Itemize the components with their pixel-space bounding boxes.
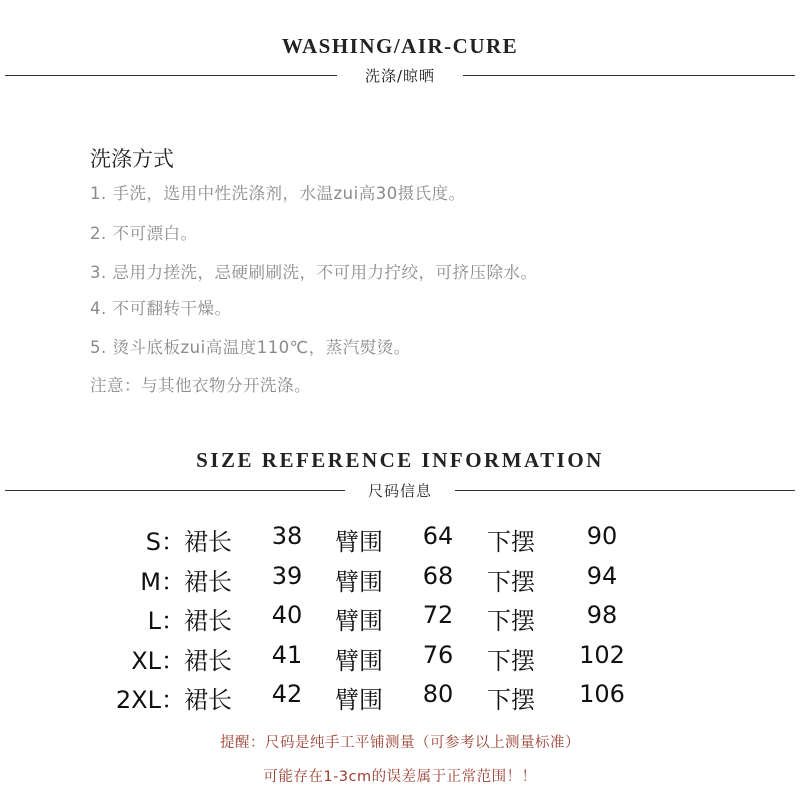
size-cell-label: S： <box>145 528 185 556</box>
size-cell-arm: 80 <box>422 680 454 708</box>
washing-title: WASHING/AIR-CURE <box>281 34 519 58</box>
size-cell-arm-name: 臂围 <box>335 647 383 675</box>
size-cell-arm: 68 <box>422 562 454 590</box>
size-cell-length: 39 <box>271 562 303 590</box>
washing-item-2: 2. 不可漂白。 <box>90 224 198 243</box>
size-cell-length-name: 裙长 <box>184 647 232 675</box>
washing-subtitle: 洗涤/晾晒 <box>364 67 436 85</box>
washing-method-heading: 洗涤方式 <box>90 147 174 171</box>
size-row <box>0 601 800 635</box>
size-cell-label: XL： <box>131 647 185 675</box>
size-cell-hem: 102 <box>579 641 625 669</box>
size-cell-length: 42 <box>271 680 303 708</box>
size-cell-length-name: 裙长 <box>184 607 232 635</box>
size-cell-length: 38 <box>271 522 303 550</box>
size-divider-right <box>455 490 795 491</box>
size-row <box>0 562 800 596</box>
size-cell-arm-name: 臂围 <box>335 686 383 714</box>
size-row <box>0 680 800 714</box>
size-cell-length-name: 裙长 <box>184 568 232 596</box>
washing-item-1: 1. 手洗，选用中性洗涤剂，水温zui高30摄氏度。 <box>90 184 466 203</box>
size-cell-length-name: 裙长 <box>184 528 232 556</box>
size-title: SIZE REFERENCE INFORMATION <box>196 448 604 472</box>
washing-item-4: 4. 不可翻转干燥。 <box>90 299 232 318</box>
size-cell-arm: 64 <box>422 522 454 550</box>
size-row <box>0 641 800 675</box>
size-cell-length-name: 裙长 <box>184 686 232 714</box>
washing-note: 注意：与其他衣物分开洗涤。 <box>90 376 311 395</box>
washing-item-3: 3. 忌用力搓洗，忌硬刷刷洗，不可用力拧绞，可挤压除水。 <box>90 263 538 282</box>
size-cell-label: L： <box>147 607 185 635</box>
size-cell-hem-name: 下摆 <box>487 607 535 635</box>
washing-item-5: 5. 烫斗底板zui高温度110℃，蒸汽熨烫。 <box>90 338 411 357</box>
size-cell-hem: 106 <box>579 680 625 708</box>
size-cell-hem: 98 <box>586 601 618 629</box>
size-subtitle: 尺码信息 <box>367 482 432 500</box>
size-cell-hem-name: 下摆 <box>487 647 535 675</box>
size-cell-hem-name: 下摆 <box>487 686 535 714</box>
size-divider-left <box>5 490 345 491</box>
size-cell-hem: 90 <box>586 522 618 550</box>
size-cell-label: M： <box>140 568 185 596</box>
size-cell-arm-name: 臂围 <box>335 607 383 635</box>
size-row <box>0 522 800 556</box>
size-cell-hem: 94 <box>586 562 618 590</box>
size-cell-arm: 72 <box>422 601 454 629</box>
washing-divider-left <box>5 75 337 76</box>
size-cell-length: 41 <box>271 641 303 669</box>
size-cell-hem-name: 下摆 <box>487 568 535 596</box>
size-cell-arm-name: 臂围 <box>335 568 383 596</box>
size-cell-arm: 76 <box>422 641 454 669</box>
size-cell-arm-name: 臂围 <box>335 528 383 556</box>
tolerance-note: 可能存在1-3cm的误差属于正常范围！！ <box>263 769 537 785</box>
measurement-note: 提醒：尺码是纯手工平铺测量（可参考以上测量标准） <box>220 735 580 751</box>
washing-divider-right <box>463 75 795 76</box>
size-cell-label: 2XL： <box>115 686 185 714</box>
size-cell-hem-name: 下摆 <box>487 528 535 556</box>
size-cell-length: 40 <box>271 601 303 629</box>
